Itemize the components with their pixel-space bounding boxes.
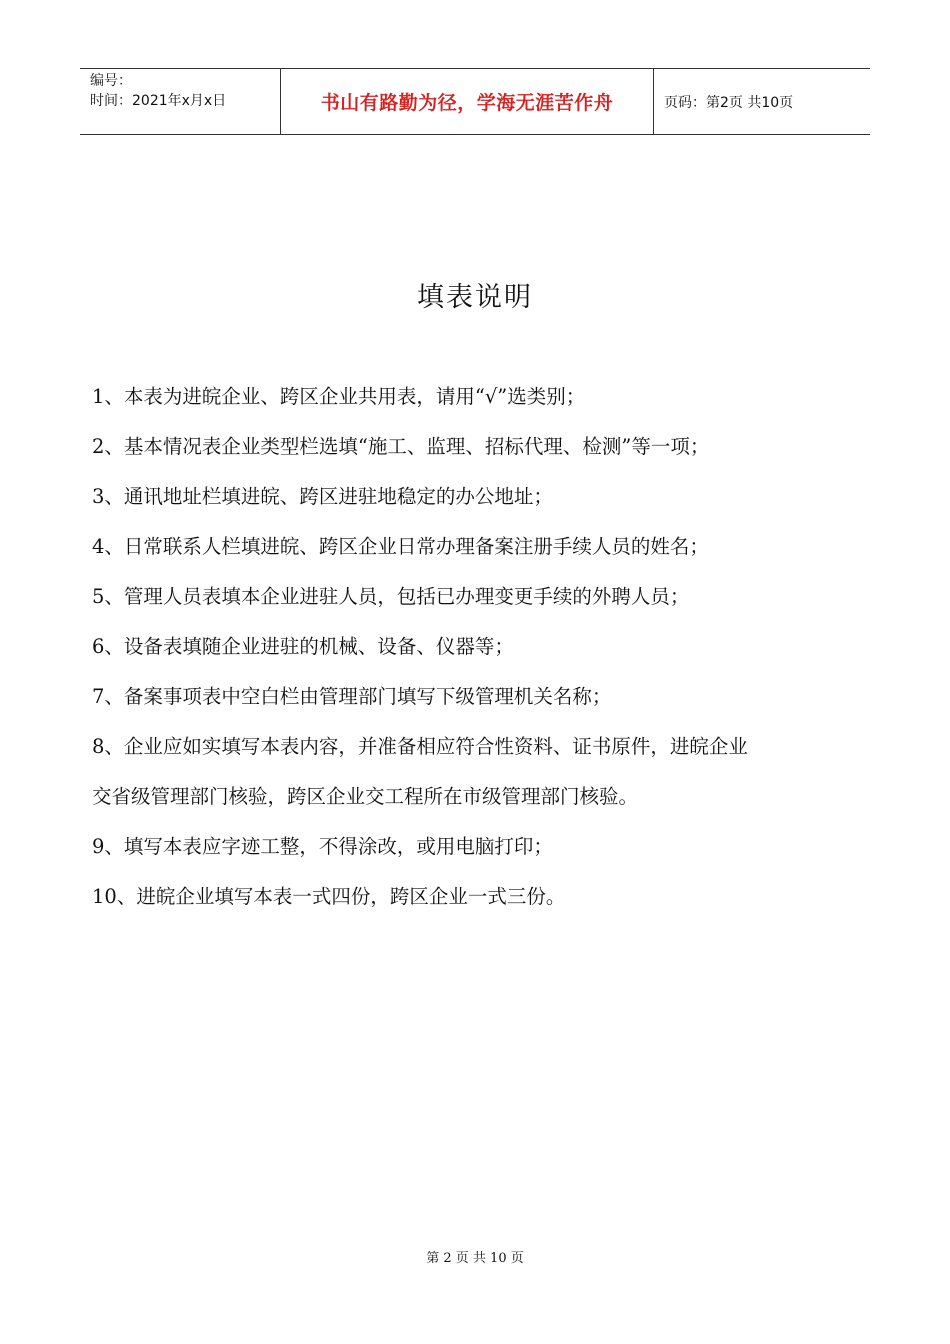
header-page-info: 页码：第2页 共10页	[664, 94, 794, 111]
page-header	[80, 68, 870, 135]
instruction-item-continued: 交省级管理部门核验，跨区企业交工程所在市级管理部门核验。	[92, 785, 639, 808]
header-motto: 书山有路勤为径，学海无涯苦作舟	[281, 69, 654, 134]
page-title: 填表说明	[417, 282, 533, 313]
instruction-item: 1、本表为进皖企业、跨区企业共用表，请用“√”选类别；	[92, 385, 586, 408]
instruction-item: 8、企业应如实填写本表内容，并准备相应符合性资料、证书原件，进皖企业	[92, 735, 748, 758]
page-footer: 第 2 页 共 10 页	[426, 1251, 524, 1266]
instruction-list	[92, 372, 867, 922]
instruction-item: 5、管理人员表填本企业进驻人员，包括已办理变更手续的外聘人员；	[92, 585, 690, 608]
instruction-item: 6、设备表填随企业进驻的机械、设备、仪器等；	[92, 635, 514, 658]
instruction-item: 7、备案事项表中空白栏由管理部门填写下级管理机关名称；	[92, 685, 612, 708]
instruction-item: 2、基本情况表企业类型栏选填“施工、监理、招标代理、检测”等一项；	[92, 435, 710, 458]
instruction-item: 9、填写本表应字迹工整，不得涂改，或用电脑打印；	[92, 835, 553, 858]
header-meta	[80, 69, 281, 134]
instruction-item: 4、日常联系人栏填进皖、跨区企业日常办理备案注册手续人员的姓名；	[92, 535, 709, 558]
number-label: 编号：	[90, 73, 132, 89]
instruction-item: 10、进皖企业填写本表一式四份，跨区企业一式三份。	[92, 885, 566, 908]
time-label: 时间：2021年x月x日	[90, 93, 227, 109]
instruction-item: 3、通讯地址栏填进皖、跨区进驻地稳定的办公地址；	[92, 485, 553, 508]
